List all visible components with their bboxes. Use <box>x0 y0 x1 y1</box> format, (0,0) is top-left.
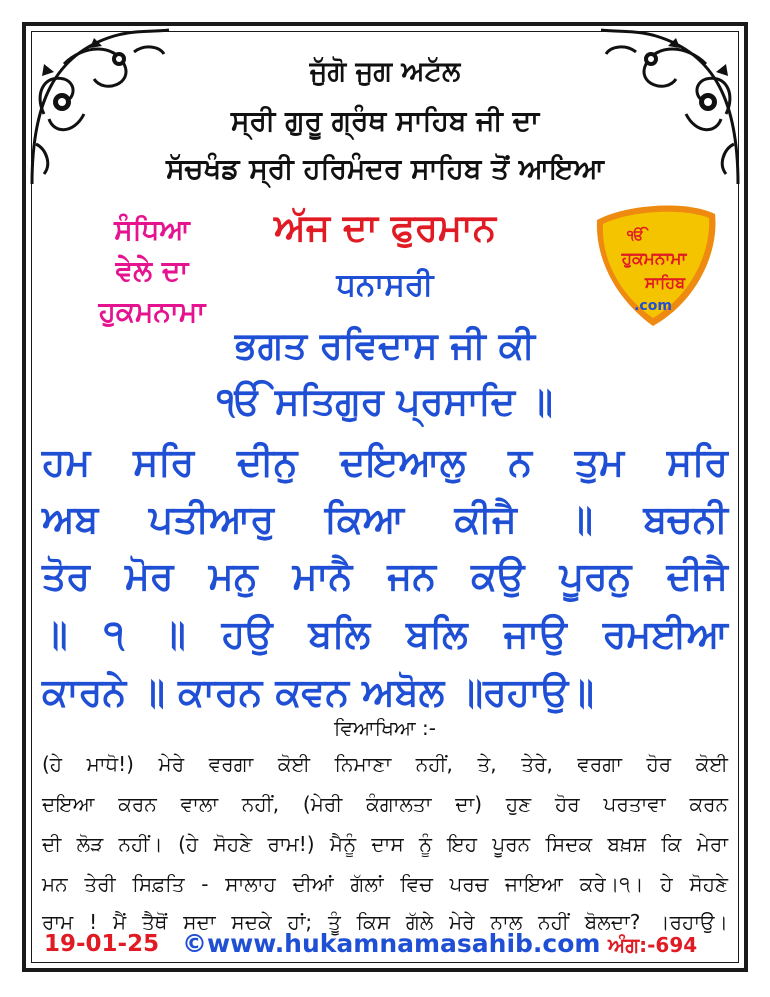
hukamnama-sahib-logo <box>587 200 722 330</box>
header-line-2: ਸ੍ਰੀ ਗੁਰੂ ਗ੍ਰੰਥ ਸਾਹਿਬ ਜੀ ਦਾ <box>230 104 540 137</box>
author-line: ਭਗਤ ਰਵਿਦਾਸ ਜੀ ਕੀ <box>234 324 536 367</box>
evening-label-line-2: ਵੇਲੇ ਦਾ <box>115 254 189 287</box>
evening-label-line-1: ਸੰਧਿਆ <box>114 213 190 246</box>
explanation-line: (ਹੇ ਮਾਧੋ!) ਮੇਰੇ ਵਰਗਾ ਕੋਈ ਨਿਮਾਣਾ ਨਹੀਂ, ਤੇ, ਤੇਰੇ, ਵਰਗਾ ਹੋਰ ਕੋਈ <box>42 752 728 776</box>
header-line-3: ਸੱਚਖੰਡ ਸ੍ਰੀ ਹਰਿਮੰਦਰ ਸਾਹਿਬ ਤੋਂ ਆਇਆ <box>165 152 605 185</box>
verse-line: ਹਮ ਸਰਿ ਦੀਨੁ ਦਇਆਲੁ ਨ ਤੁਮ ਸਰਿ <box>42 440 728 484</box>
explanation-title: ਵਿਆਖਿਆ :- <box>334 716 436 740</box>
explanation-line: ਦਇਆ ਕਰਨ ਵਾਲਾ ਨਹੀਂ, (ਮੇਰੀ ਕੰਗਾਲਤਾ ਦਾ) ਹੁਣ ਹੋਰ ਪਰਤਾਵਾ ਕਰਨ <box>42 792 728 816</box>
raag-name: ਧਨਾਸਰੀ <box>336 267 434 303</box>
footer-website-link[interactable]: ©www.hukamnamasahib.com <box>182 929 601 958</box>
logo-line-1: ਹੁਕਮਨਾਮਾ <box>621 249 687 269</box>
invocation-line: ੴ ਸਤਿਗੁਰ ਪ੍ਰਸਾਦਿ ॥ <box>217 380 553 423</box>
header-line-1: ਜੁੱਗੋ ਜੁਗ ਅਟੱਲ <box>309 56 461 87</box>
explanation-line: ਦੀ ਲੋੜ ਨਹੀਂ। (ਹੇ ਸੋਹਣੇ ਰਾਮ!) ਮੈਨੂੰ ਦਾਸ ਨੂੰ ਇਹ ਪੂਰਨ ਸਿਦਕ ਬਖ਼ਸ਼ ਕਿ ਮੇਰਾ <box>42 832 728 856</box>
explanation-line: ਰਾਮ ! ਮੈਂ ਤੈਥੋਂ ਸਦਾ ਸਦਕੇ ਹਾਂ; ਤੂੰ ਕਿਸ ਗੱਲੇ ਮੇਰੇ ਨਾਲ ਨਹੀਂ ਬੋਲਦਾ? ।ਰਹਾਉ। <box>42 910 728 934</box>
verse-line: ਅਬ ਪਤੀਆਰੁ ਕਿਆ ਕੀਜੈ ॥ ਬਚਨੀ <box>42 497 728 541</box>
today-title: ਅੱਜ ਦਾ ਫੁਰਮਾਨ <box>274 206 496 249</box>
logo-ik-onkar: ੴ <box>627 228 645 244</box>
logo-line-3: .com <box>634 298 672 314</box>
verse-line: ਤੋਰ ਮੋਰ ਮਨੁ ਮਾਨੈ ਜਨ ਕਉ ਪੂਰਨੁ ਦੀਜੈ <box>42 554 728 598</box>
footer-date: 19-01-25 <box>44 931 160 957</box>
footer-ang: ਅੰਗ:-694 <box>608 933 698 957</box>
logo-line-2: ਸਾਹਿਬ <box>644 273 686 292</box>
explanation-line: ਮਨ ਤੇਰੀ ਸਿਫ਼ਤਿ - ਸਾਲਾਹ ਦੀਆਂ ਗੱਲਾਂ ਵਿਚ ਪਰਚ ਜਾਇਆ ਕਰੇ।੧। ਹੇ ਸੋਹਣੇ <box>42 872 728 896</box>
evening-label-line-3: ਹੁਕਮਨਾਮਾ <box>98 295 206 328</box>
verse-line: ਕਾਰਨੇ ॥ ਕਾਰਨ ਕਵਨ ਅਬੋਲ ॥ਰਹਾਉ॥ <box>42 670 594 714</box>
verse-line: ॥ ੧ ॥ ਹਉ ਬਲਿ ਬਲਿ ਜਾਉ ਰਮਈਆ <box>42 612 728 656</box>
